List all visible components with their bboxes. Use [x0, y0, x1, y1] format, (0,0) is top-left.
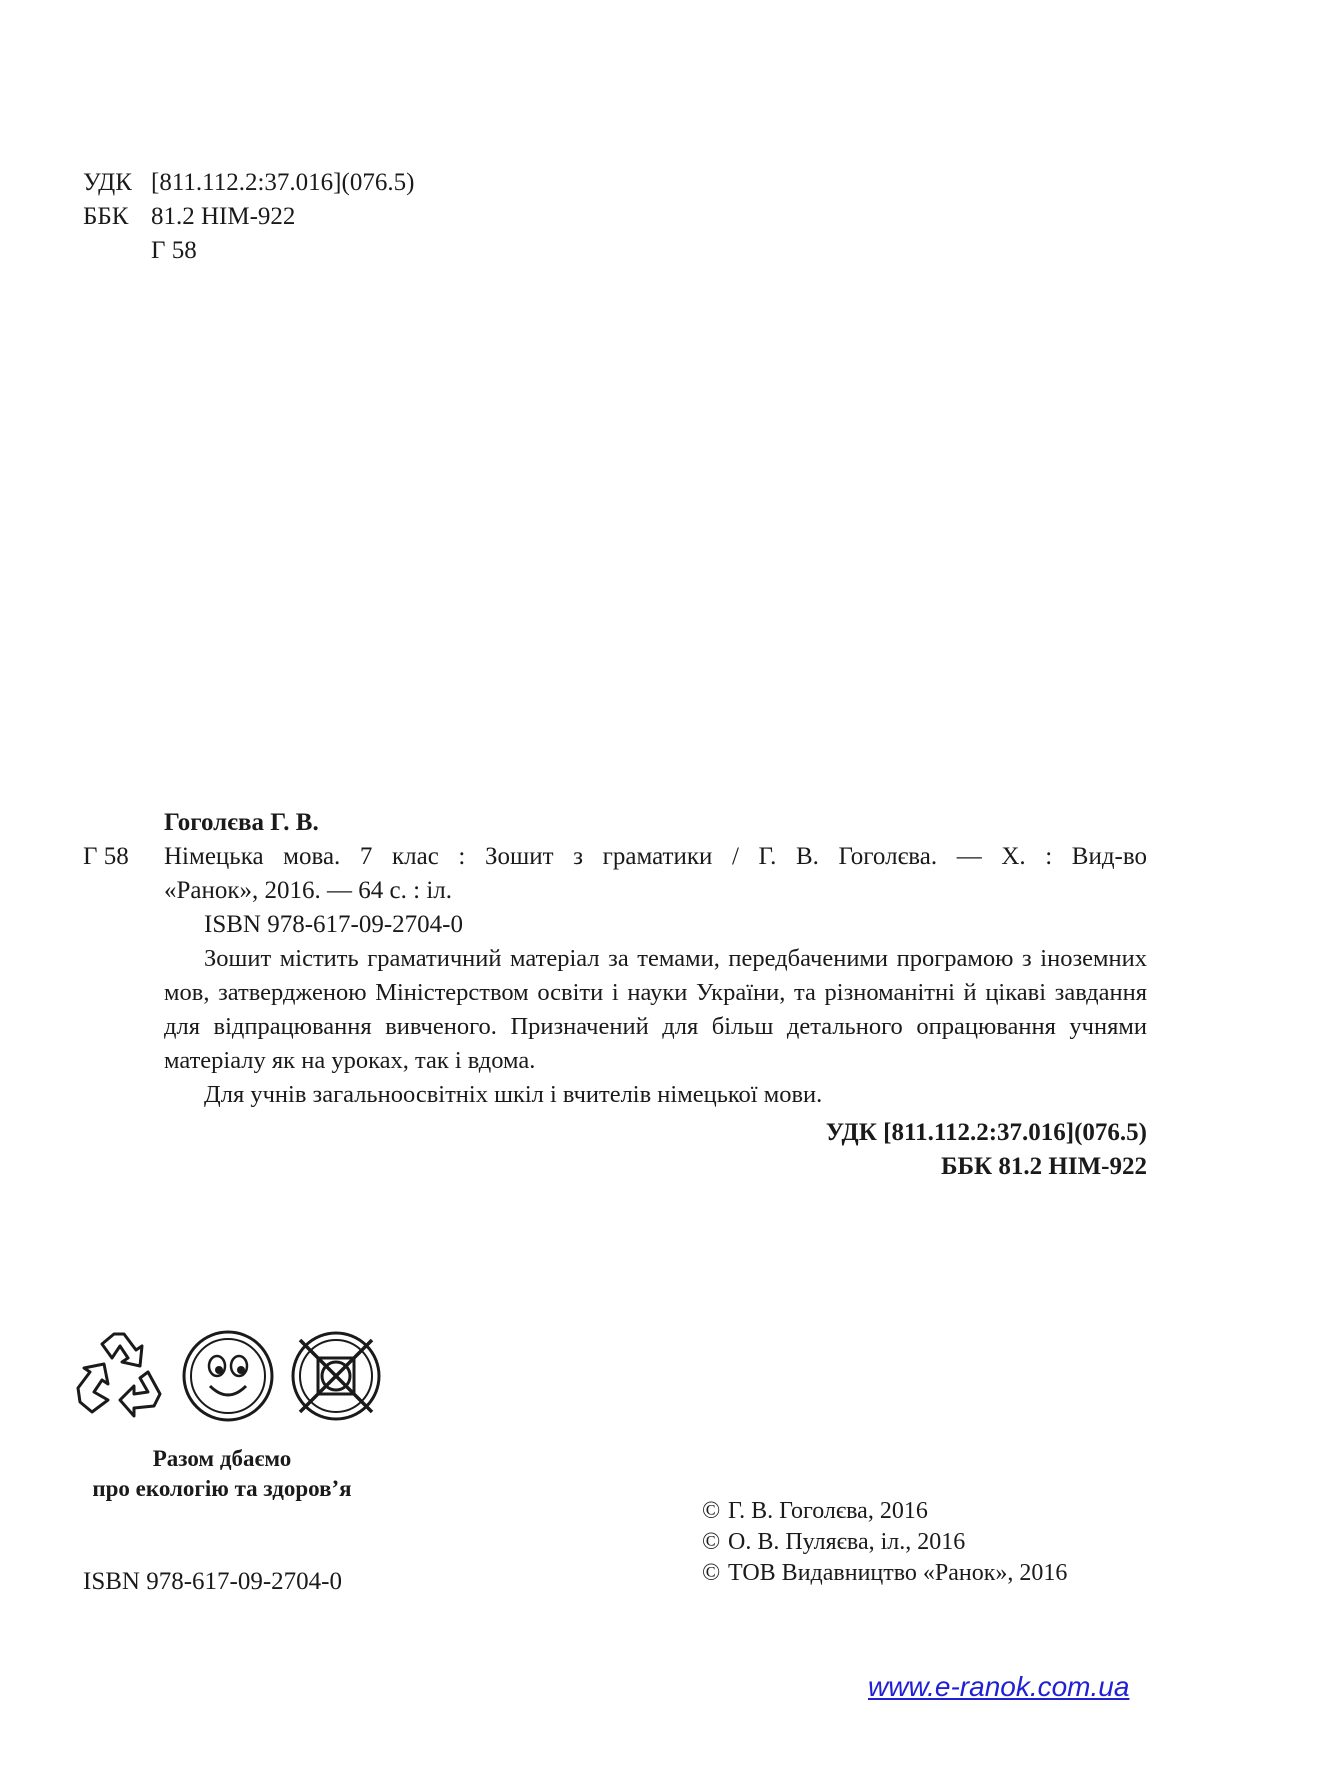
bbk-full: ББК 81.2 НІМ-922: [940, 1153, 1147, 1180]
isbn-bottom: ISBN 978-617-09-2704-0: [83, 1568, 343, 1595]
eco-caption-line-1: Разом дбаємо: [152, 1446, 292, 1471]
title-entry: [83, 840, 1147, 908]
bbk-row: [83, 200, 414, 234]
copyright-icon: ©: [702, 1560, 721, 1586]
copyright-text: О. В. Пуляєва, іл., 2016: [728, 1529, 966, 1555]
udk-value: [811.112.2:37.016](076.5): [151, 169, 415, 196]
smiley-face-icon: [180, 1328, 276, 1424]
copyright-text: ТОВ Видавництво «Ранок», 2016: [728, 1560, 1068, 1586]
annotation-paragraph: Зошит містить граматичний матеріал за темами, передбаченими програмою з іноземних мов, затвердженою Міністерством освіти і науки України, та різноманітні й цікаві завдання для відпрацювання вивченого. Призначений для більш детального опрацювання учнями матеріалу як на уроках, так і вдома.: [164, 945, 1147, 1074]
bibliographic-record: [83, 806, 1147, 1184]
author-name: Гоголєва Г. В.: [164, 809, 319, 836]
copyright-item: [702, 1527, 1067, 1558]
no-bleach-icon: [288, 1328, 384, 1424]
copyright-item: [702, 1496, 1067, 1527]
bbk-value: 81.2 НІМ-922: [151, 203, 296, 230]
recycle-icon: [72, 1328, 168, 1424]
eco-caption-line-2: про екологію та здоров’я: [92, 1476, 352, 1501]
website-link[interactable]: www.e-ranok.com.ua: [868, 1671, 1130, 1702]
title-line-2: «Ранок», 2016. — 64 с. : іл.: [164, 877, 452, 904]
eco-icons: [72, 1328, 382, 1428]
classification-codes: [83, 166, 414, 268]
udk-row: [83, 166, 414, 200]
author-code: Г 58: [83, 843, 129, 870]
title-line-1: Німецька мова. 7 клас : Зошит з граматики / Г. В. Гоголєва. — Х. : Вид-во: [164, 843, 1147, 870]
copyright-icon: ©: [702, 1498, 721, 1524]
eco-caption: [72, 1444, 372, 1504]
copyright-icon: ©: [702, 1529, 721, 1555]
eco-block: [72, 1328, 382, 1504]
copyright-list: [702, 1496, 1067, 1589]
bbk-label: ББК: [83, 203, 129, 230]
udk-full: УДК [811.112.2:37.016](076.5): [825, 1119, 1147, 1146]
copyright-text: Г. В. Гоголєва, 2016: [728, 1498, 928, 1524]
right-codes: [83, 1116, 1147, 1184]
isbn-line: ISBN 978-617-09-2704-0: [204, 911, 464, 938]
author-mark: Г 58: [151, 237, 197, 264]
audience-paragraph: Для учнів загальноосвітніх шкіл і вчителів німецької мови.: [204, 1081, 823, 1108]
copyright-item: [702, 1558, 1067, 1589]
annotation: [83, 942, 1147, 1112]
udk-label: УДК: [83, 169, 132, 196]
